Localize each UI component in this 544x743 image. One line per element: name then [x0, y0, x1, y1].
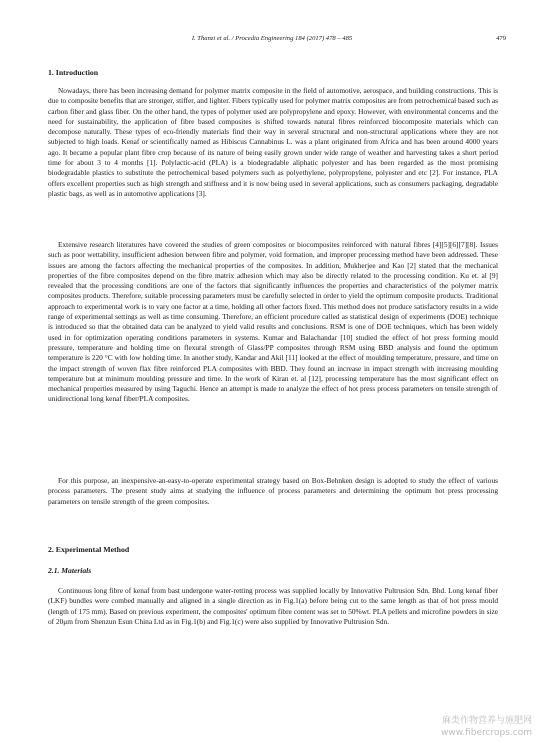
- watermark: [441, 715, 532, 739]
- intro-paragraph-1: Nowadays, there has been increasing demand for polymer matrix composite in the field of automotive, aerospace, and building constructions. This is due to composite benefits that are stronger, stiffer, and lighter. Fibers typically used for polymer matrix composites are from petrochemical based such as carbon fiber and glass fiber. On the other hand, the types of polymer used are polypropylene and epoxy. However, with environmental concerns and the need for sustainability, the application of fibre based composites is shifted towards natural fibres reinforced biocomposite materials which can decompose naturally. These types of eco-friendly materials find their way in several structural and non-structural applications where they are not subjected to high loads. Kenaf or scientifically named as Hibiscus Cannabinus L. was a plant originated from Africa and has been around 4000 years ago. It became a popular plant fibre crop because of its nature of being easily grown under wide range of weather and harvesting takes a short period time for about 3 to 4 months [1]. Polylactic-acid (PLA) is a biodegradable aliphatic polyester and has been regarded as the most promising biodegradable plastics to substitute the petrochemical based polymers such as polyethylene, polypropylene, polyester and etc [2]. For instance, PLA offers excellent properties such as high strength and stiffness and it is now being used in several applications, such as consumers packaging, degradable plastic bags, as well as in automotive applications [3].: [48, 86, 498, 198]
- intro-paragraph-3: For this purpose, an inexpensive-an-easy-to-operate experimental strategy based on Box-Behnken design is adopted to study the effect of various process parameters. The present study aims at studying the influence of process parameters and determining the optimum hot press processing parameters on tensile strength of the green composites.: [48, 476, 498, 506]
- materials-paragraph: Continuous long fibre of kenaf from bast undergone water-retting process was supplied locally by Innovative Pultrusion Sdn. Bhd. Long kenaf fiber (LKF) bundles were combed manually and aligned in a single direction as in Fig.1(a) before being cut to the same length as that of hot press mould (length of 175 mm). Based on previous experiment, the composites' optimum fibre content was set to 50%wt. PLA pellets and microfine powders in size of 20μm from Shenzun Esun China Ltd as in Fig.1(b) and Fig.1(c) were also supplied by Innovative Pultrusion Sdn.: [48, 586, 498, 626]
- introduction-heading: 1. Introduction: [48, 68, 99, 77]
- watermark-line-1: 麻类作物营养与施肥网: [441, 716, 532, 726]
- intro-paragraph-2: Extensive research literatures have covered the studies of green composites or biocomposites reinforced with natural fibres [4][5][6][7][8]. Issues such as poor wettability, insufficient adhesion between fibre and polymer, void formation, and improper processing method have been addressed. These issues are among the factors affecting the mechanical properties of the composites. In addition, Mukherjee and Kao [2] stated that the mechanical properties of the fibre composites depend on the fibre matrix adhesion which may also be directly related to the processing condition. Ku et. al [9] revealed that the processing conditions are one of the factors that significantly influences the properties and characteristics of the polymer matrix composites products. Therefore, suitable processing parameters must be carefully selected in order to yield the optimum composite products. Traditional approach to experimental work is to vary one factor at a time, holding all other factors fixed. This method does not produce satisfactory results in a wide range of experimental settings as well as time consuming. Therefore, an efficient procedure called as statistical design of experiments (DOE) technique is introduced so that the obtained data can be analyzed to yield valid results and conclusions. RSM is one of DOE techniques, which has been widely used in for optimization operating conditions parameters in systems. Kumar and Balachandar [10] studied the effect of hot press forming mould pressure, temperature and holding time on flexural strength of Glass/PP composites through RSM using BBD analysis and found the optimum temperature is 220 °C with low holding time. In another study, Kandar and Akil [11] looked at the effect of moulding temperature, pressure, and time on the impact strength of woven flax fibre reinforced PLA composites with BBD. They found an increase in impact strength with increasing moulding temperature but at minimum moulding pressure and time. In the work of Kiran et. al [12], processing temperature has the most significant effect on mechanical properties measured by using Taguchi. Hence an attempt is made to analyze the effect of hot press process parameters on tensile strength of unidirectional long kenaf fiber/PLA composites.: [48, 240, 498, 404]
- experimental-method-heading: 2. Experimental Method: [48, 545, 130, 554]
- page-number: 479: [496, 35, 506, 42]
- watermark-line-2: www.fibercrops.com: [441, 728, 532, 738]
- running-head: I. Thanzi et al. / Procedia Engineering 184 (2017) 478 – 485: [191, 35, 353, 42]
- materials-subheading: 2.1. Materials: [48, 566, 92, 575]
